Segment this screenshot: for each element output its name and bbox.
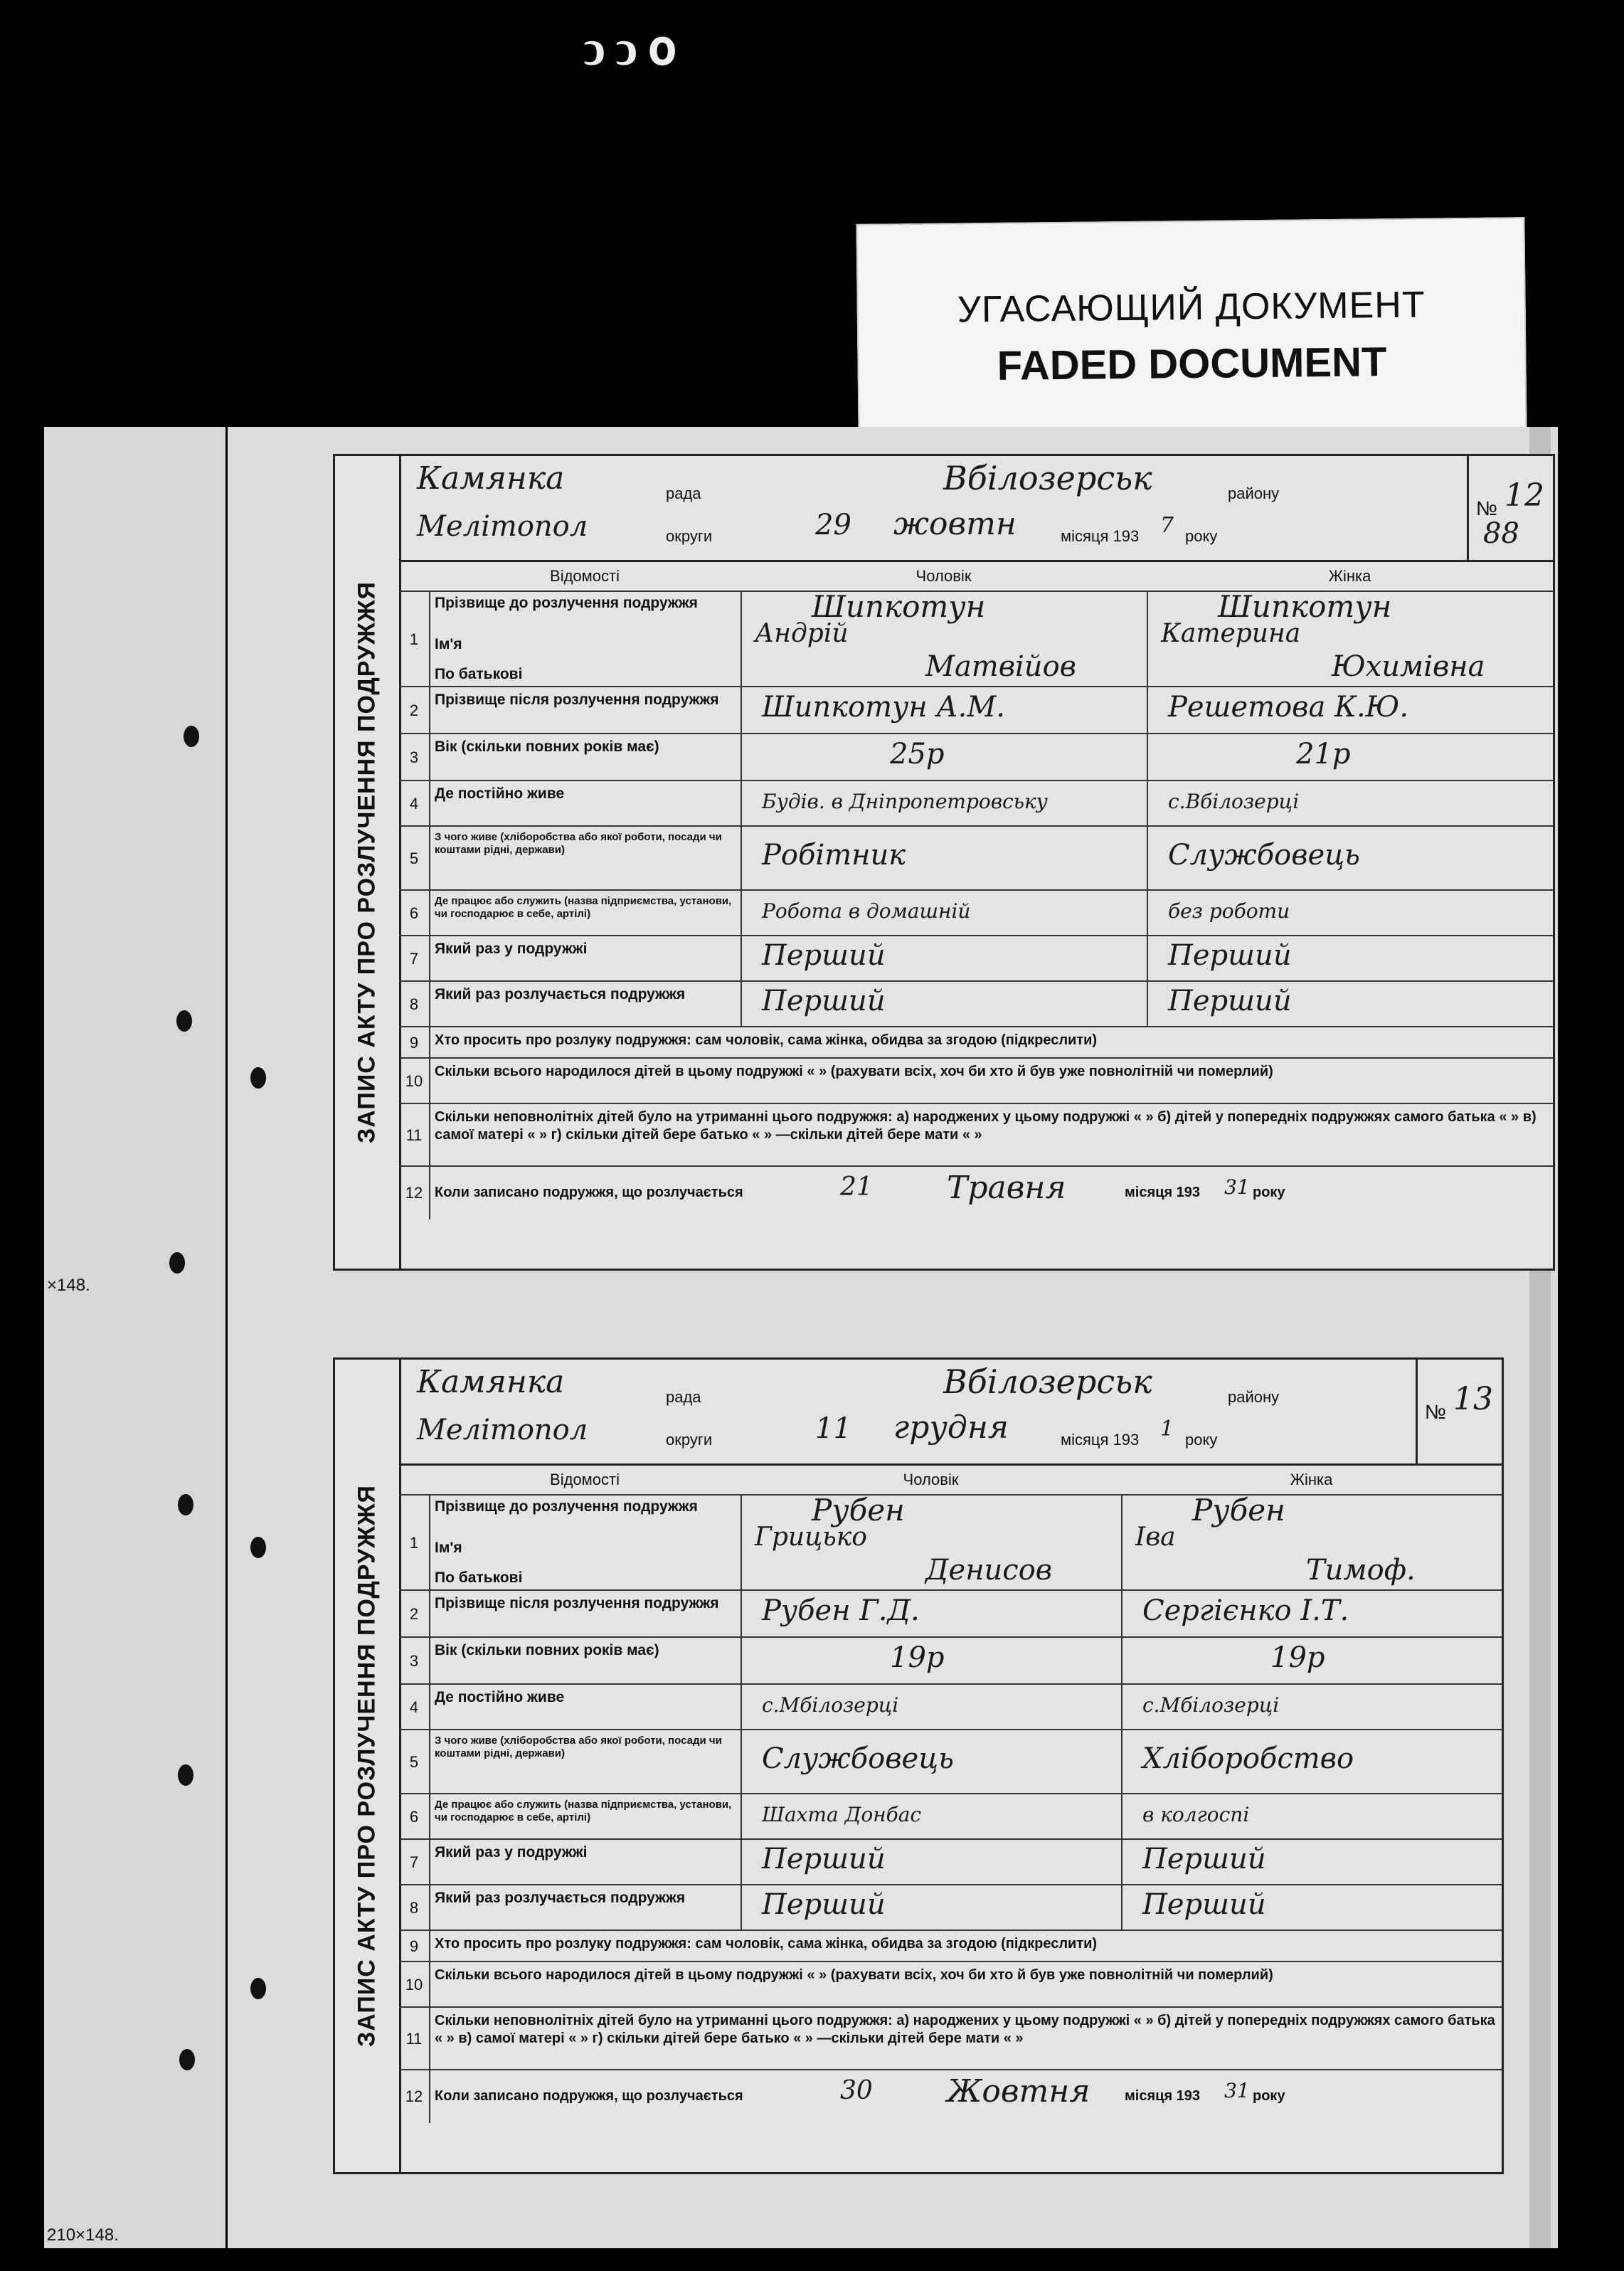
column-divider [1121,1730,1123,1794]
row-label: Де постійно живе [435,785,565,802]
wife-name: Іва [1135,1523,1176,1552]
row-number: 6 [399,1794,430,1840]
page-number: 88 [1483,517,1519,550]
wife-age: 19р [1270,1641,1325,1674]
number-label: № [1425,1401,1447,1423]
row-number: 2 [399,1591,430,1638]
column-divider [741,1638,742,1685]
column-divider [741,1591,742,1638]
husband-residence: Будів. в Дніпропетровську [762,790,1048,814]
husband-surname-after: Шипкотун А.М. [762,691,1006,724]
wife-occupation: Службовець [1168,839,1360,872]
husband-residence: с.Мбілозерці [762,1693,899,1717]
column-divider [741,982,742,1027]
table-row [399,780,1553,827]
wife-patronymic: Тимоф. [1306,1554,1416,1587]
table-row [399,1589,1502,1638]
form-table [399,560,1553,1269]
row-label: Скільки всього народилося дітей в цьому подружжі « » (рахувати всіх, хоч би хто й був уже повнолітній чи померлий) [435,1967,1273,1983]
registered-year-label: року [1253,1185,1285,1200]
wife-marriage-count: Перший [1142,1843,1266,1875]
row-number: 1 [399,1496,430,1591]
husband-workplace: Шахта Донбас [762,1803,922,1827]
column-header-husband: Чоловік [903,1471,959,1488]
registered-day: 21 [840,1172,873,1202]
row-label: Коли записано подружжя, що розлучається [435,1185,743,1200]
okrugy-value: Мелітопол [417,510,588,543]
month-value: жовтн [893,506,1017,542]
punch-hole [250,1978,266,1999]
row-number: 3 [399,1638,430,1685]
row-number: 6 [399,891,430,936]
number-label: № [1476,497,1498,519]
column-divider [1147,734,1148,781]
column-divider [741,1730,742,1794]
column-header-wife: Жінка [1328,567,1371,585]
table-row [399,1729,1502,1794]
row-label: Прізвище до розлучення подружжя [435,595,698,611]
row-label: Прізвище після розлучення подружжя [435,1595,719,1611]
column-divider [1147,827,1148,891]
row-label: Ім'я [435,1540,462,1556]
form-side-title: ЗАПИС АКТУ ПРО РОЗЛУЧЕННЯ ПОДРУЖЖЯ [335,1360,401,2172]
wife-surname-before: Рубен [1192,1493,1285,1528]
form-header [403,456,1468,560]
year-value: 1 [1160,1417,1174,1441]
column-divider [741,781,742,827]
month-label: місяця 193 [1061,1431,1140,1449]
label-en: FADED DOCUMENT [997,339,1387,389]
punch-hole [178,1494,193,1515]
table-row [399,733,1553,781]
row-number: 5 [399,827,430,891]
wife-age: 21р [1296,738,1351,771]
column-header-info: Відомості [550,567,620,585]
row-label: Де працює або служить (назва підприємства, установи, чи господарює в себе, артілі) [435,895,732,920]
column-divider [1121,1794,1123,1840]
row-label: По батькові [435,666,523,682]
punch-hole [178,1764,193,1786]
registered-month: Травня [947,1170,1066,1206]
column-header-husband: Чоловік [916,567,972,585]
column-divider [1121,1496,1123,1591]
record-number-box [1467,456,1553,560]
divorce-record-form [333,1357,1504,2174]
table-row [399,1838,1502,1885]
column-divider [741,827,742,891]
row-label: Прізвище до розлучення подружжя [435,1498,698,1515]
husband-surname-before: Шипкотун [812,589,986,624]
row-label: Скільки неповнолітніх дітей було на утриманні цього подружжя: а) народжених у цьому подружжі « » б) дітей у попередніх подружжях самого батька « » в) самої матері « » г) скільки дітей бере батько « » —скільки дітей бере мати « » [435,2013,1495,2046]
wife-patronymic: Юхимівна [1332,650,1485,683]
table-row [399,980,1553,1027]
table-row [399,1057,1553,1104]
form-table [399,1463,1502,2172]
table-row [399,1165,1553,1219]
registered-day: 30 [840,2076,873,2105]
row-number: 7 [399,936,430,982]
wife-workplace: без роботи [1168,899,1290,923]
divorce-record-form [333,454,1555,1271]
row-label: Вік (скільки повних років має) [435,739,659,755]
column-divider [741,1794,742,1840]
left-page [44,427,225,2248]
row-number: 11 [399,1104,430,1167]
rayon-label: району [1228,1388,1280,1406]
column-divider [741,1840,742,1885]
registered-month-label: місяця 193 [1125,2088,1201,2104]
husband-surname-before: Рубен [812,1493,905,1528]
husband-age: 19р [890,1641,945,1674]
row-label: Де працює або служить (назва підприємства, установи, чи господарює в себе, артілі) [435,1799,732,1823]
label-ru: УГАСАЮЩИЙ ДОКУМЕНТ [957,284,1426,331]
faded-document-label [856,217,1527,438]
husband-name: Андрій [755,619,849,648]
husband-patronymic: Матвійов [925,650,1076,683]
column-divider [1121,1885,1123,1931]
rada-label: рада [666,1388,701,1406]
record-number-box [1416,1360,1502,1463]
wife-divorce-count: Перший [1142,1888,1266,1921]
husband-divorce-count: Перший [762,985,886,1017]
row-label: Де постійно живе [435,1689,565,1705]
rada-label: рада [666,485,701,502]
day-value: 11 [815,1412,851,1445]
husband-workplace: Робота в домашній [762,899,971,923]
row-number: 8 [399,982,430,1027]
column-divider [741,592,742,687]
wife-occupation: Хліборобство [1142,1742,1354,1775]
month-value: грудня [893,1409,1009,1446]
column-divider [1121,1591,1123,1638]
husband-occupation: Службовець [762,1742,954,1775]
month-label: місяця 193 [1061,527,1140,545]
row-number: 12 [399,1167,430,1219]
row-number: 5 [399,1730,430,1794]
husband-occupation: Робітник [762,839,906,872]
registered-year: 31 [1224,2079,1250,2102]
column-divider [741,891,742,936]
column-divider [741,1496,742,1591]
column-divider [1121,1685,1123,1730]
table-row [399,1026,1553,1059]
row-number: 3 [399,734,430,781]
table-row [399,1961,1502,2008]
row-number: 12 [399,2070,430,2123]
registered-year-label: року [1253,2088,1285,2104]
husband-marriage-count: Перший [762,1843,886,1875]
row-label: Скільки неповнолітніх дітей було на утриманні цього подружжя: а) народжених у цьому подружжі « » б) дітей у попередніх подружжях самого батька « » в) самої матері « » г) скільки дітей бере батько « » —скільки дітей бере мати « » [435,1109,1537,1143]
row-label: Хто просить про розлуку подружжя: сам чоловік, сама жінка, обидва за згодою (підкреслити) [435,1032,1098,1048]
table-row [399,825,1553,891]
record-number: 13 [1453,1381,1493,1417]
punch-hole [184,726,199,747]
column-header-wife: Жінка [1290,1471,1333,1488]
rayon-value: Вбілозерськ [943,1362,1152,1401]
rada-value: Камянка [417,1364,565,1400]
wife-marriage-count: Перший [1168,939,1292,972]
registered-month-label: місяця 193 [1125,1185,1201,1200]
punch-hole [250,1067,266,1089]
husband-patronymic: Денисов [925,1554,1053,1587]
row-label: Який раз розлучається подружжя [435,1890,686,1906]
left-page-mark-2: 210×148. [47,2225,119,2245]
rayon-label: району [1228,485,1280,502]
form-side-title: ЗАПИС АКТУ ПРО РОЗЛУЧЕННЯ ПОДРУЖЖЯ [335,456,401,1269]
table-row [399,2069,1502,2123]
table-row [399,1884,1502,1931]
husband-name: Грицько [755,1523,867,1552]
year-label: року [1185,1431,1218,1449]
table-row [399,1929,1502,1962]
husband-marriage-count: Перший [762,939,886,972]
table-row [399,686,1553,734]
row-number: 11 [399,2008,430,2070]
okrugy-label: округи [666,1431,713,1449]
row-label: З чого живе (хліборобства або якої роботи, посади чи коштами рідні, держави) [435,831,722,856]
day-value: 29 [815,509,851,541]
row-label: З чого живе (хліборобства або якої роботи, посади чи коштами рідні, держави) [435,1735,722,1759]
row-label: Ім'я [435,636,462,652]
column-divider [741,687,742,734]
row-label: Який раз у подружжі [435,1844,588,1860]
row-number: 7 [399,1840,430,1885]
rayon-value: Вбілозерськ [943,459,1152,497]
column-divider [1121,1840,1123,1885]
wife-divorce-count: Перший [1168,985,1292,1017]
column-header-info: Відомості [550,1471,620,1488]
wife-surname-after: Сергієнко І.Т. [1142,1594,1349,1627]
row-label: Прізвище після розлучення подружжя [435,692,719,708]
row-number: 1 [399,592,430,687]
row-number: 10 [399,1962,430,2008]
wife-residence: с.Вбілозерці [1168,790,1300,814]
column-divider [741,1685,742,1730]
left-page-mark-1: ×148. [47,1276,90,1295]
table-row [399,2006,1502,2070]
table-row [399,1683,1502,1730]
archive-mark: ↄↄo [583,18,688,77]
column-divider [741,734,742,781]
column-divider [1147,936,1148,982]
punch-hole [250,1537,266,1558]
table-row [399,889,1553,936]
registered-month: Жовтня [947,2073,1090,2109]
wife-residence: с.Мбілозерці [1142,1693,1280,1717]
wife-name: Катерина [1161,619,1301,648]
row-label: Який раз розлучається подружжя [435,986,686,1002]
row-label: Скільки всього народилося дітей в цьому подружжі « » (рахувати всіх, хоч би хто й був уже повнолітній чи померлий) [435,1064,1273,1079]
table-row [399,1103,1553,1167]
wife-surname-before: Шипкотун [1218,589,1392,624]
punch-hole [179,2049,195,2070]
row-label: По батькові [435,1569,523,1586]
row-number: 10 [399,1059,430,1104]
husband-divorce-count: Перший [762,1888,886,1921]
row-number: 9 [399,1027,430,1059]
row-number: 4 [399,1685,430,1730]
column-divider [1147,781,1148,827]
husband-age: 25р [890,738,945,771]
year-value: 7 [1160,513,1174,538]
row-label: Хто просить про розлуку подружжя: сам чоловік, сама жінка, обидва за згодою (підкреслити) [435,1936,1098,1952]
column-divider [1147,592,1148,687]
column-divider [741,936,742,982]
rada-value: Камянка [417,460,565,497]
row-number: 8 [399,1885,430,1931]
column-divider [1147,687,1148,734]
table-row [399,935,1553,982]
table-row [399,591,1553,687]
row-number: 9 [399,1931,430,1962]
record-number: 12 [1504,477,1544,514]
row-label: Коли записано подружжя, що розлучається [435,2088,743,2104]
row-label: Вік (скільки повних років має) [435,1642,659,1658]
row-number: 2 [399,687,430,734]
okrugy-label: округи [666,527,713,545]
table-row [399,1793,1502,1840]
wife-workplace: в колгоспі [1142,1803,1250,1827]
punch-hole [176,1010,192,1032]
row-number: 4 [399,781,430,827]
table-row [399,1636,1502,1685]
column-divider [1121,1638,1123,1685]
okrugy-value: Мелітопол [417,1414,588,1446]
form-header [403,1360,1416,1463]
row-label: Який раз у подружжі [435,941,588,957]
column-divider [1147,891,1148,936]
year-label: року [1185,527,1218,545]
column-divider [1147,982,1148,1027]
husband-surname-after: Рубен Г.Д. [762,1594,920,1627]
registered-year: 31 [1224,1175,1250,1199]
punch-hole [169,1252,185,1274]
wife-surname-after: Решетова К.Ю. [1168,691,1409,724]
column-divider [741,1885,742,1931]
table-row [399,1494,1502,1591]
